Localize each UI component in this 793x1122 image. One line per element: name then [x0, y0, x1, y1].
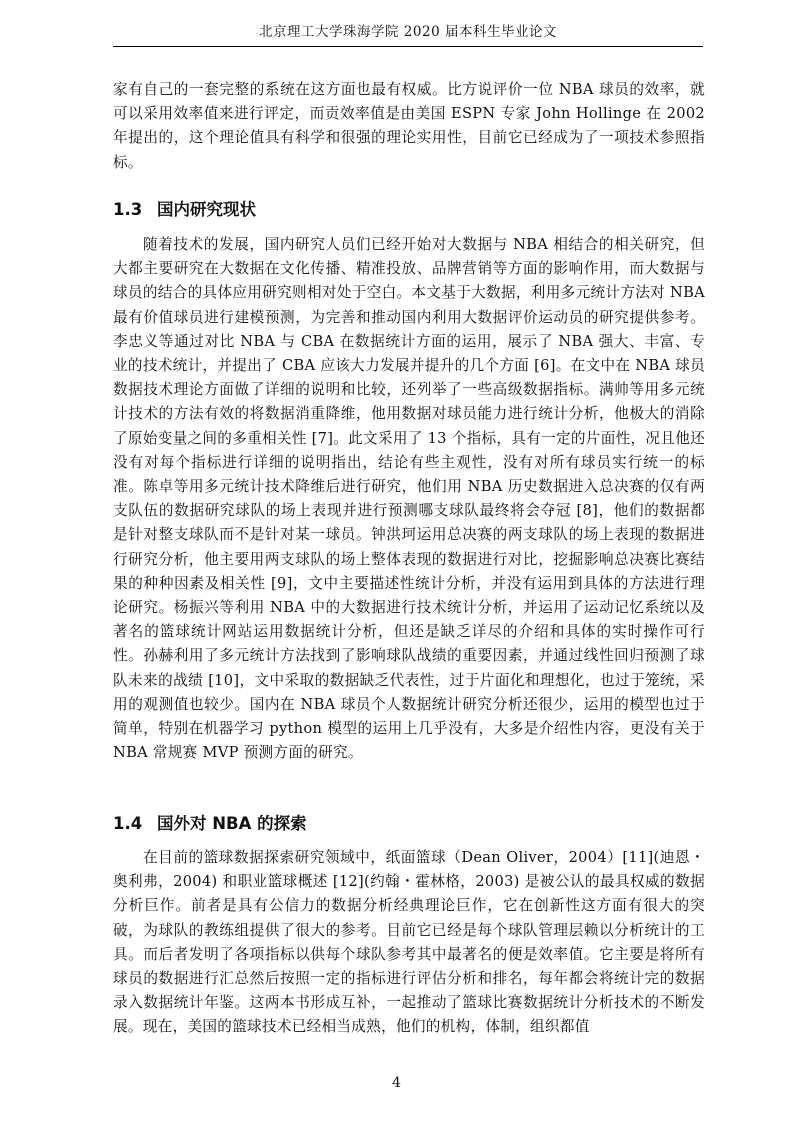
section-number: 1.3	[113, 200, 143, 219]
page-number: 4	[392, 1075, 401, 1091]
page-footer	[0, 1075, 793, 1091]
paragraph-domestic-research: 随着技术的发展，国内研究人员们已经开始对大数据与 NBA 相结合的相关研究，但大都主要研究在大数据在文化传播、精准投放、品牌营销等方面的影响作用，而大数据与球员的结合的具体应用研究则相对处于空白。本文基于大数据，利用多元统计方法对 NBA 最有价值球员进行建模预测，为完善和推动国内利用大数据评价运动员的研究提供参考。李忠义等通过对比 NBA 与 CBA 在数据统计方面的运用，展示了 NBA 强大、丰富、专业的技术统计，并提出了 CBA 应该大力发展并提升的几个方面 [6]。在文中在 NBA 球员数据技术理论方面做了详细的说明和比较，还列举了一些高级数据指标。满帅等用多元统计技术的方法有效的将数据消重降维，他用数据对球员能力进行统计分析，他极大的消除了原始变量之间的多重相关性 [7]。此文采用了 13 个指标，具有一定的片面性，况且他还没有对每个指标进行详细的说明指出，结论有些主观性，没有对所有球员实行统一的标准。陈卓等用多元统计技术降维后进行研究，他们用 NBA 历史数据进入总决赛的仅有两支队伍的数据研究球队的场上表现并进行预测哪支球队最终将会夺冠 [8]，他们的数据都是针对整支球队而不是针对某一球员。钟洪珂运用总决赛的两支球队的场上表现的数据进行研究分析，他主要用两支球队的场上整体表现的数据进行对比，挖掘影响总决赛比赛结果的种种因素及相关性 [9]，文中主要描述性统计分析，并没有运用到具体的方法进行理论研究。杨振兴等利用 NBA 中的大数据进行技术统计分析，并运用了运动记忆系统以及著名的篮球统计网站运用数据统计分析，但还是缺乏详尽的介绍和具体的实时操作可行性。孙赫利用了多元统计方法找到了影响球队战绩的重要因素，并通过线性回归预测了球队未来的战绩 [10]，文中采取的数据缺乏代表性，过于片面化和理想化，也过于笼统，采用的观测值也较少。国内在 NBA 球员个人数据统计研究分析还很少，运用的模型也过于简单，特别在机器学习 python 模型的运用上几乎没有，大多是介绍性内容，更没有关于 NBA 常规赛 MVP 预测方面的研究。	[113, 236, 705, 762]
header-title: 北京理工大学珠海学院 2020 届本科生毕业论文	[259, 24, 557, 40]
section-number: 1.4	[113, 814, 143, 833]
section-heading-1-4	[113, 812, 307, 836]
paragraph-foreign-research: 在目前的篮球数据探索研究领域中，纸面篮球（Dean Oliver，2004）[11](迪恩・奥利弗，2004) 和职业篮球概述 [12](约翰・霍林格，2003) 是被公认的最具权威的数据分析巨作。前者是具有公信力的数据分析经典理论巨作，它在创新性这方面有很大的突破，为球队的教练组提供了很大的参考。目前它已经是每个球队管理层赖以分析统计的工具。而后者发明了各项指标以供每个球队参考其中最著名的便是效率值。它主要是将所有球员的数据进行汇总然后按照一定的指标进行评估分析和排名，每年都会将统计完的数据录入数据统计年鉴。这两本书形成互补，一起推动了篮球比赛数据统计分析技术的不断发展。现在，美国的篮球技术已经相当成熟，他们的机构，体制，组织都值	[113, 849, 705, 1036]
section-heading-1-3	[113, 198, 256, 222]
section-title: 国内研究现状	[157, 200, 256, 219]
paragraph-intro-continued: 家有自己的一套完整的系统在这方面也最有权威。比方说评价一位 NBA 球员的效率，就可以采用效率值来进行评定，而贡效率值是由美国 ESPN 专家 John Hollinge 在 2002 年提出的，这个理论值具有科学和很强的理论实用性，目前它已经成为了一项技术参照指标。	[113, 81, 705, 171]
section-title: 国外对 NBA 的探索	[157, 814, 307, 833]
page-header	[113, 22, 703, 47]
